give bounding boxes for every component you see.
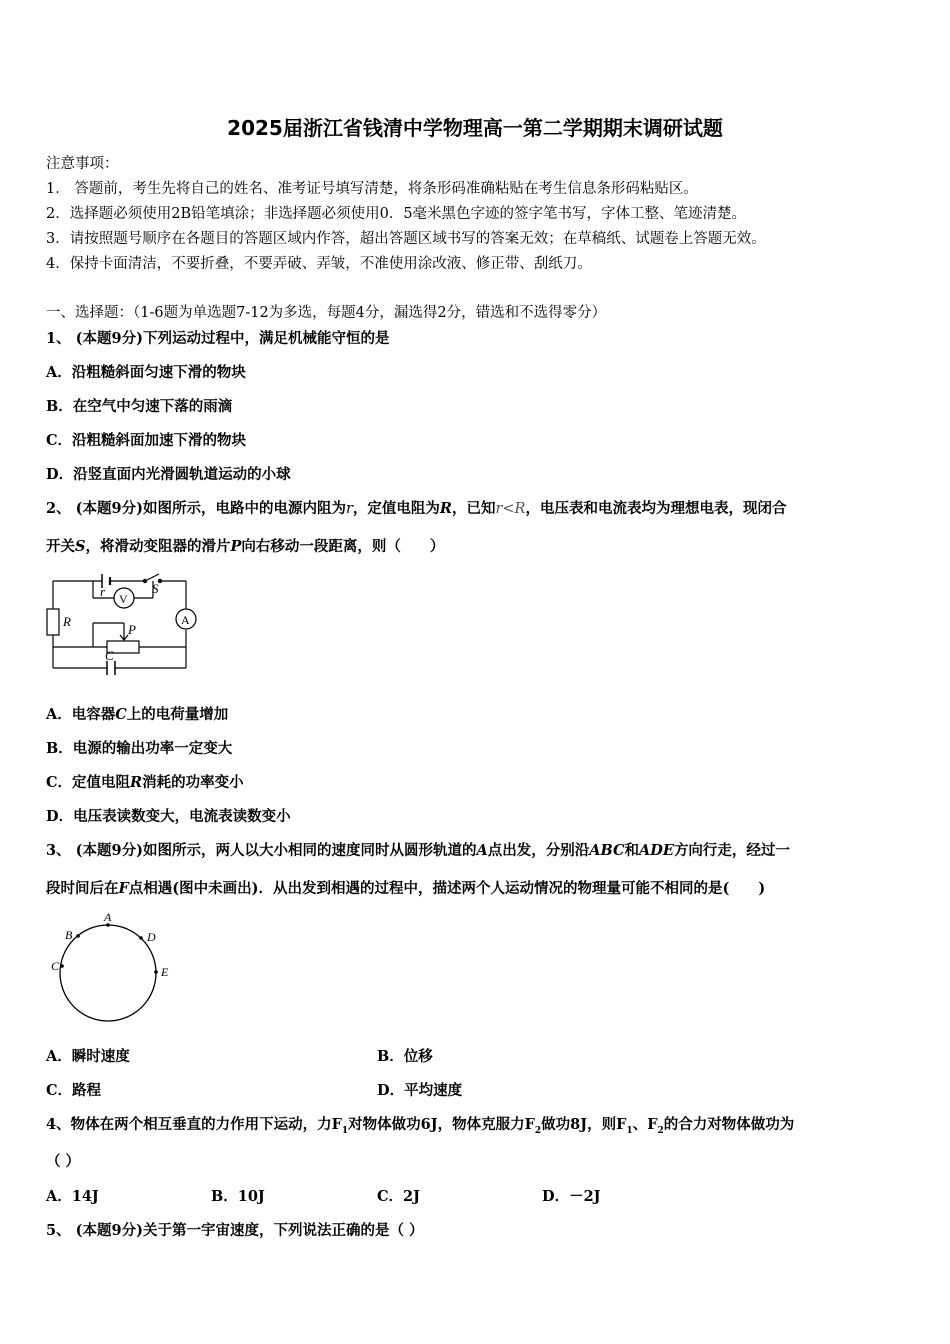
- q3-text: 和: [624, 842, 640, 859]
- q4-subscript: 2: [534, 1125, 542, 1136]
- voltmeter-label: V: [119, 592, 128, 606]
- q2-var-P: P: [230, 538, 242, 555]
- q2-text: 2、 (本题9分)如图所示，电路中的电源内阻为: [46, 500, 346, 517]
- q4-force: F: [647, 1116, 658, 1133]
- q2-option-b: B．电源的输出功率一定变大: [46, 740, 233, 757]
- q4-stem-line1: [46, 1113, 794, 1136]
- point-E-label: E: [161, 965, 169, 979]
- q3-stem-line1: [46, 839, 790, 860]
- q3-var-F: F: [118, 880, 129, 897]
- q3-option-b: B．位移: [377, 1048, 433, 1065]
- notes-heading: 注意事项：: [46, 156, 119, 172]
- q2-text: ，电压表和电流表均为理想电表，现闭合: [525, 500, 787, 517]
- q4-text: 、: [632, 1116, 648, 1133]
- q1-option-b: B．在空气中匀速下落的雨滴: [46, 398, 233, 415]
- circle-track-diagram: [46, 908, 176, 1028]
- q3-stem-line2: [46, 877, 765, 898]
- ammeter-label: A: [181, 613, 190, 627]
- q3-text: 方向行走，经过一: [673, 842, 790, 859]
- label-P: P: [128, 622, 136, 637]
- q3-text: 段时间后在: [46, 880, 119, 897]
- q4-force: F: [331, 1116, 342, 1133]
- q4-subscript: 1: [341, 1125, 349, 1136]
- q4-option-c: C．2J: [377, 1188, 420, 1205]
- q4-text: 做功8J，则: [541, 1116, 617, 1133]
- section-heading: 一、选择题：（1-6题为单选题7-12为多选，每题4分，漏选得2分，错选和不选得零分）: [46, 305, 607, 321]
- q1-option-a: A．沿粗糙斜面匀速下滑的物块: [46, 364, 246, 381]
- q3-text: 3、 (本题9分)如图所示，两人以大小相同的速度同时从圆形轨道的: [46, 842, 477, 859]
- q3-option-d: D．平均速度: [377, 1082, 463, 1099]
- point-B-label: B: [65, 928, 73, 942]
- q2-text: 开关: [46, 538, 75, 555]
- q2-var-r: r: [345, 501, 353, 517]
- q2-option-a: [46, 703, 228, 724]
- q4-option-b: B．10J: [211, 1188, 265, 1205]
- q4-subscript: 1: [626, 1125, 633, 1136]
- q1-stem: 1、 (本题9分)下列运动过程中，满足机械能守恒的是: [46, 330, 390, 347]
- q2-stem-line1: [46, 497, 786, 518]
- note-item: 2．选择题必须使用2B铅笔填涂；非选择题必须使用0．5毫米黑色字迹的签字笔书写，字体工整、笔迹清楚。: [46, 206, 747, 222]
- note-item: 3．请按照题号顺序在各题目的答题区域内作答，超出答题区域书写的答案无效；在草稿纸、试题卷上答题无效。: [46, 231, 766, 247]
- q3-var-ADE: ADE: [639, 842, 674, 859]
- q3-option-a: A．瞬时速度: [46, 1048, 130, 1065]
- q1-option-c: C．沿粗糙斜面加速下滑的物块: [46, 432, 247, 449]
- q2-text: 上的电荷量增加: [126, 706, 229, 723]
- circuit-diagram: [44, 568, 204, 680]
- q3-var-ABC: ABC: [589, 842, 625, 859]
- q4-option-d: D．－2J: [542, 1188, 601, 1205]
- q2-option-c: [46, 771, 244, 792]
- q2-text: 消耗的功率变小: [142, 774, 244, 791]
- q2-text: ，已知: [451, 500, 496, 517]
- q3-option-c: C．路程: [46, 1082, 102, 1099]
- q2-text: 向右移动一段距离，则（ ）: [241, 538, 445, 555]
- q2-var-R: R: [439, 500, 452, 517]
- q4-force: F: [616, 1116, 627, 1133]
- label-S: S: [152, 581, 159, 596]
- q4-option-a: A．14J: [46, 1188, 99, 1205]
- note-item: 1． 答题前，考生先将自己的姓名、准考证号填写清楚，将条形码准确粘贴在考生信息条形码粘贴区。: [46, 181, 698, 197]
- q2-condition: r<R: [495, 501, 526, 517]
- point-D-label: D: [147, 930, 156, 944]
- point-A-label: A: [104, 910, 112, 924]
- q4-text: 4、物体在两个相互垂直的力作用下运动，力: [46, 1116, 332, 1133]
- q2-var-C: C: [115, 706, 127, 723]
- q2-var-S: S: [75, 538, 86, 555]
- page-title: 2025届浙江省钱清中学物理高一第二学期期末调研试题: [227, 116, 723, 140]
- q4-text: 的合力对物体做功为: [663, 1116, 795, 1133]
- q4-stem-line2: （ ）: [46, 1153, 81, 1170]
- q3-text: 点出发，分别沿: [487, 842, 590, 859]
- q2-text: C．定值电阻: [46, 774, 131, 791]
- q4-subscript: 2: [657, 1125, 664, 1136]
- q5-stem: 5、 (本题9分)关于第一宇宙速度，下列说法正确的是（ ）: [46, 1222, 424, 1239]
- q4-force: F: [524, 1116, 535, 1133]
- q2-var-R: R: [130, 774, 143, 791]
- q1-option-d: D．沿竖直面内光滑圆轨道运动的小球: [46, 466, 291, 483]
- q2-text: ，定值电阻为: [352, 500, 440, 517]
- label-r: r: [100, 584, 106, 599]
- q2-text: A．电容器: [46, 706, 116, 723]
- q2-option-d: D．电压表读数变大，电流表读数变小: [46, 808, 291, 825]
- q4-text: 对物体做功6J，物体克服力: [348, 1116, 525, 1133]
- q3-text: 点相遇(图中未画出)．从出发到相遇的过程中，描述两个人运动情况的物理量可能不相同的是( ): [128, 880, 766, 897]
- label-R: R: [63, 614, 71, 629]
- note-item: 4．保持卡面清洁，不要折叠，不要弄破、弄皱，不准使用涂改液、修正带、刮纸刀。: [46, 256, 592, 272]
- label-C: C: [105, 648, 114, 663]
- q2-text: ，将滑动变阻器的滑片: [85, 538, 231, 555]
- point-C-label: C: [51, 959, 60, 973]
- q2-stem-line2: [46, 535, 444, 556]
- q3-var-A: A: [476, 842, 488, 859]
